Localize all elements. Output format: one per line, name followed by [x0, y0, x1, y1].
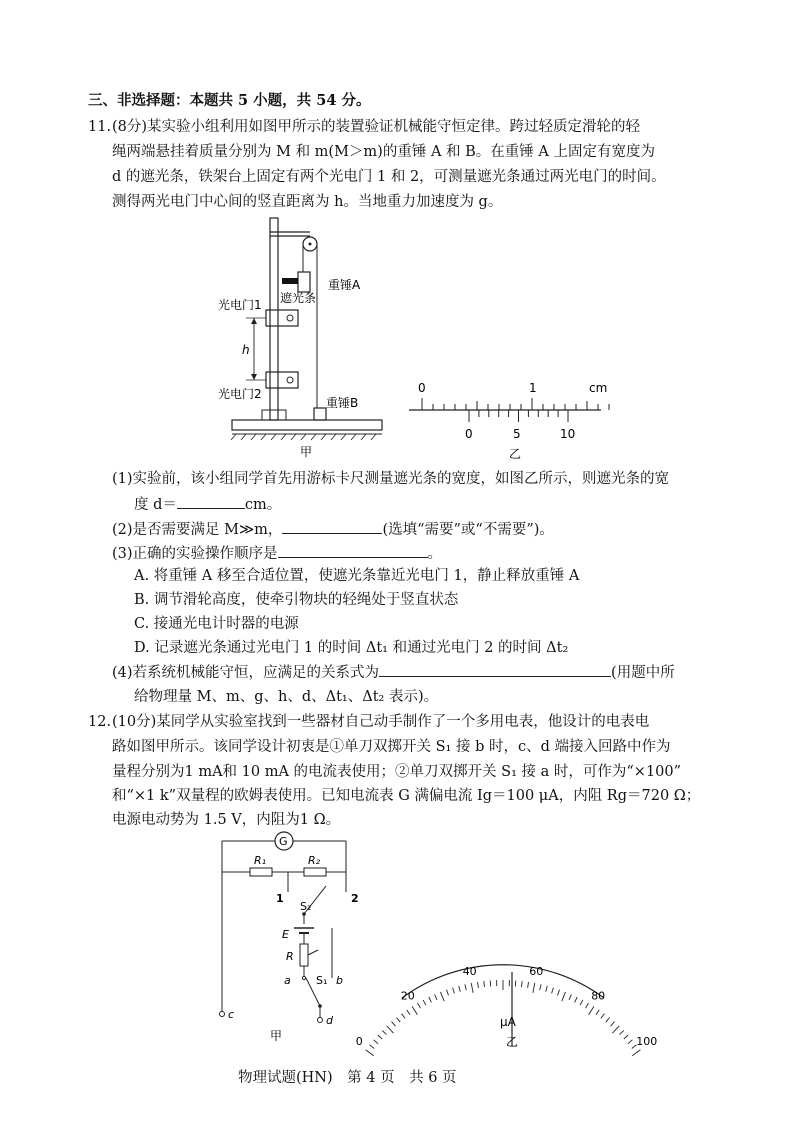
weight-b: [314, 408, 326, 420]
q11-sub3: [112, 543, 442, 564]
q12-stem-line-4: 和“×1 k”双量程的欧姆表使用。已知电流表 G 满偏电流 Ig＝100 μA，内阻 Rg＝720 Ω；: [112, 788, 701, 804]
meter-tick: [471, 983, 473, 993]
meter-tick: [596, 1010, 599, 1015]
caption-yi: 乙: [509, 447, 522, 461]
label-s2: S₂: [300, 900, 312, 913]
meter-unit: μA: [500, 1015, 516, 1029]
meter-tick: [515, 981, 516, 987]
caption-meter-yi: 乙: [506, 1035, 519, 1049]
meter-tick: [624, 1035, 628, 1039]
weight-a: [298, 272, 310, 292]
vernier-label-5: 5: [513, 427, 521, 441]
meter-tick: [586, 1003, 589, 1008]
node-1-label: 1: [276, 892, 284, 905]
terminal-d: [318, 1018, 323, 1023]
label-e: E: [282, 928, 289, 941]
q11-option-d: D. 记录遮光条通过光电门 1 的时间 Δt₁ 和通过光电门 2 的时间 Δt₂: [134, 640, 569, 656]
label-r: R: [286, 950, 294, 963]
page-footer: 物理试题(HN) 第 4 页 共 6 页: [238, 1070, 457, 1086]
meter-tick: [453, 988, 455, 994]
meter-tick: [412, 1006, 417, 1014]
label-a: a: [284, 974, 291, 987]
terminal-c: [220, 1012, 225, 1017]
base-plate: [232, 420, 382, 430]
label-photogate-2: 光电门2: [218, 387, 262, 401]
shading-strip: [282, 278, 298, 284]
main-scale-ticks: [422, 398, 609, 410]
q11-stem-line-2: 绳两端悬挂着质量分别为 M 和 m(M＞m)的重锤 A 和 B。在重锤 A 上固定有宽度为: [112, 144, 655, 160]
rheostat-r: [300, 944, 308, 966]
meter-scale-label: 100: [636, 1035, 658, 1049]
meter-scale-label: 60: [529, 965, 544, 979]
meter-tick: [366, 1050, 374, 1056]
meter-tick: [418, 1003, 421, 1008]
meter-tick: [528, 982, 529, 988]
meter-tick: [374, 1040, 379, 1044]
q11-sub4-suffix: (用题中所: [611, 665, 675, 681]
meter-tick: [465, 984, 466, 990]
q11-stem-line-1: (8分)某实验小组利用如图甲所示的装置验证机械能守恒定律。跨过轻质定滑轮的轻: [112, 119, 641, 135]
label-s1: S₁: [316, 974, 328, 987]
meter-tick: [612, 1026, 619, 1033]
meter-tick: [441, 992, 445, 1001]
meter-tick: [552, 988, 554, 994]
meter-tick: [580, 1000, 583, 1005]
meter-scale-label: 0: [355, 1035, 363, 1049]
answer-blank-d[interactable]: [177, 494, 245, 509]
meter-tick: [447, 990, 449, 996]
q11-sub1-prefix: 度 d＝: [134, 497, 177, 513]
apparatus-figure: [218, 210, 393, 460]
q11-number: 11.: [88, 119, 112, 135]
meter-tick: [435, 994, 437, 1000]
q12-stem-line-5: 电源电动势为 1.5 V，内阻为1 Ω。: [112, 812, 341, 828]
label-shading-strip: 遮光条: [280, 291, 317, 305]
q11-sub2-prefix: (2)是否需要满足 M≫m，: [112, 522, 283, 538]
q11-sub4-line-2: 给物理量 M、m、g、h、d、Δt₁、Δt₂ 表示)。: [134, 689, 439, 705]
q11-option-b: B. 调节滑轮高度，使牵引物块的轻绳处于竖直状态: [134, 592, 459, 608]
meter-tick: [589, 1006, 594, 1014]
meter-scale-label: 20: [400, 989, 415, 1003]
meter-tick: [522, 981, 523, 987]
meter-tick: [478, 982, 479, 988]
q11-sub1-line-2: [134, 494, 281, 515]
q11-sub4-prefix: (4)若系统机械能守恒，应满足的关系式为: [112, 665, 380, 681]
meter-tick: [402, 1014, 406, 1019]
q11-option-a: A. 将重锤 A 移至合适位置，使遮光条靠近光电门 1，静止释放重锤 A: [134, 568, 580, 584]
label-r1: R₁: [254, 854, 267, 867]
meter-tick: [392, 1022, 396, 1027]
q11-option-c: C. 接通光电计时器的电源: [134, 616, 299, 632]
circuit-figure: [214, 828, 374, 1050]
meter-tick: [459, 986, 461, 992]
meter-figure: [355, 928, 658, 1052]
label-weight-a: 重锤A: [328, 278, 361, 292]
q11-sub4: [112, 662, 675, 683]
caption-jia: 甲: [300, 445, 313, 459]
q11-sub3-suffix: 。: [427, 546, 443, 562]
meter-tick: [601, 1014, 605, 1019]
answer-blank-order[interactable]: [278, 543, 428, 558]
vernier-label-10: 10: [560, 427, 576, 441]
q11-sub3-prefix: (3)正确的实验操作顺序是: [112, 546, 278, 562]
meter-tick: [632, 1050, 640, 1056]
node-2-label: 2: [351, 892, 359, 905]
meter-tick: [484, 981, 485, 987]
q12-stem-line-2: 路如图甲所示。该同学设计初衷是①单刀双掷开关 S₁ 接 b 时，c、d 端接入回路中作为: [112, 739, 671, 755]
label-r2: R₂: [308, 854, 321, 867]
meter-tick: [562, 992, 566, 1001]
meter-tick: [611, 1022, 615, 1027]
q12-stem-line-3: 量程分别为1 mA和 10 mA 的电流表使用；②单刀双掷开关 S₁ 接 a 时，可作为“×100”: [112, 764, 682, 780]
meter-tick: [490, 981, 491, 987]
ground-hatch: [231, 434, 376, 440]
meter-tick: [382, 1030, 386, 1034]
galvanometer-label: G: [279, 835, 288, 848]
q11-sub1-line-1: (1)实验前，该小组同学首先用游标卡尺测量遮光条的宽度，如图乙所示，则遮光条的宽: [112, 471, 670, 487]
pole-foot: [262, 410, 286, 420]
meter-tick: [397, 1018, 401, 1023]
vernier-figure: [405, 378, 625, 460]
vernier-label-0: 0: [465, 427, 473, 441]
meter-scale-label: 80: [591, 989, 606, 1003]
resistor-r1: [250, 868, 272, 876]
meter-tick: [387, 1026, 394, 1033]
meter-tick: [575, 997, 578, 1002]
meter-tick: [378, 1035, 382, 1039]
label-weight-b: 重锤B: [326, 396, 359, 410]
meter-tick: [620, 1030, 624, 1034]
resistor-r2: [304, 868, 326, 876]
meter-tick: [540, 984, 541, 990]
label-d: d: [326, 1014, 333, 1027]
meter-tick: [558, 990, 560, 996]
meter-tick: [423, 1000, 426, 1005]
vernier-ticks: [469, 410, 568, 422]
main-scale-label-0: 0: [418, 381, 426, 395]
stand-pole: [270, 218, 278, 420]
meter-tick: [533, 983, 535, 993]
main-scale-unit: cm: [589, 381, 608, 395]
label-b: b: [336, 974, 343, 987]
q11-sub2-suffix: (选填“需要”或“不需要”)。: [382, 522, 554, 538]
meter-scale-label: 40: [462, 965, 477, 979]
meter-tick: [628, 1040, 633, 1044]
main-scale-label-1: 1: [529, 381, 537, 395]
answer-blank-need[interactable]: [282, 519, 382, 534]
section-heading: 三、非选择题：本题共 5 小题，共 54 分。: [88, 92, 371, 109]
q11-stem-line-3: d 的遮光条，铁架台上固定有两个光电门 1 和 2，可测量遮光条通过两光电门的时间。: [112, 169, 666, 185]
label-c: c: [228, 1008, 235, 1021]
caption-circuit-jia: 甲: [270, 1029, 283, 1043]
q11-sub1-suffix: cm。: [244, 497, 282, 513]
q12-stem-line-1: (10分)某同学从实验室找到一些器材自己动手制作了一个多用电表，他设计的电表电: [112, 714, 650, 730]
label-photogate-1: 光电门1: [218, 298, 262, 312]
q11-stem-line-4: 测得两光电门中心间的竖直距离为 h。当地重力加速度为 g。: [112, 194, 503, 210]
meter-tick: [429, 997, 432, 1002]
answer-blank-relation[interactable]: [379, 662, 611, 677]
meter-tick: [569, 994, 571, 1000]
label-h: h: [242, 343, 250, 357]
meter-tick: [407, 1010, 410, 1015]
q12-number: 12.: [88, 714, 112, 730]
meter-tick: [546, 986, 548, 992]
q11-sub2: [112, 519, 554, 540]
meter-tick: [606, 1018, 610, 1023]
